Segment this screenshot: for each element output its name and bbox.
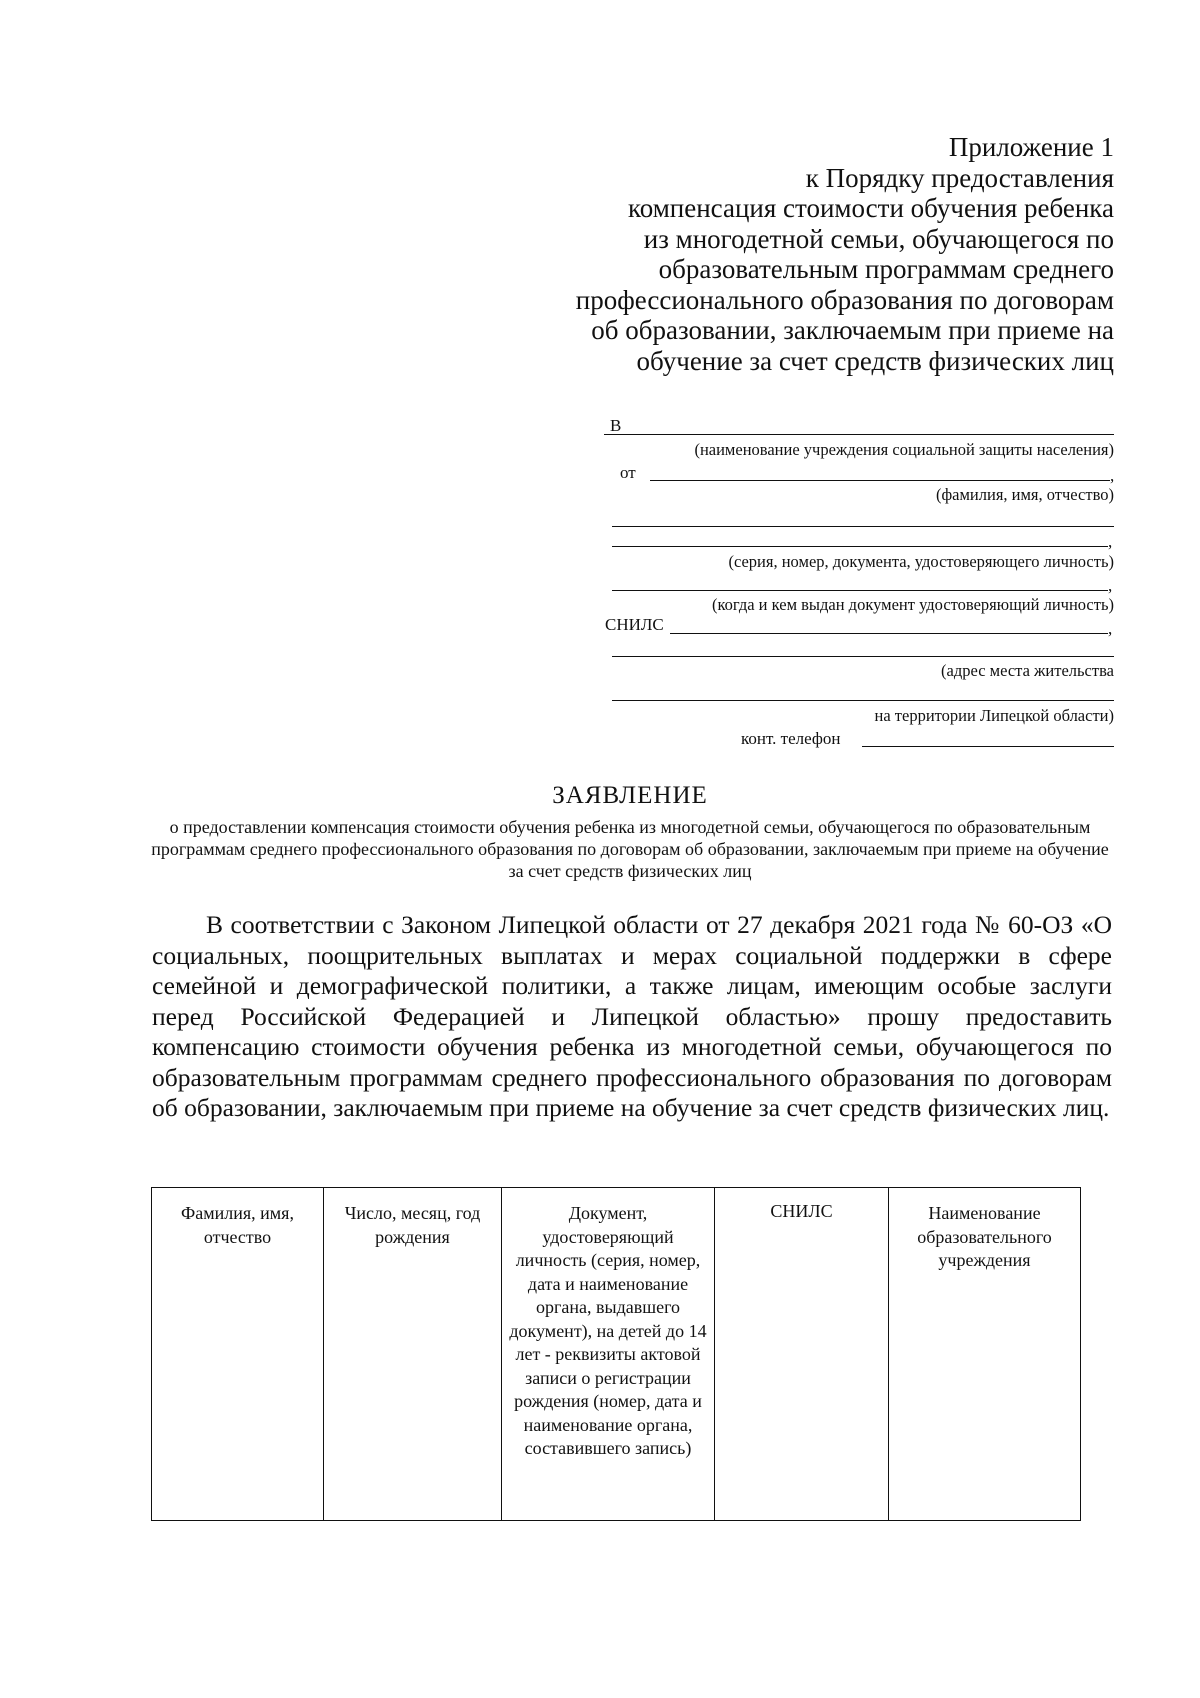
appendix-line: Приложение 1 [948,132,1114,162]
name-hint: (фамилия, имя, отчество) [935,485,1114,504]
phone-field-line[interactable] [862,746,1114,747]
column-header-id-document: Документ, удостоверяющий личность (серия, номер, дата и наименование органа, выдавшего документ), на детей до 14 лет - реквизиты актовой записи о регистрации рождения (номер, дата и наименование органа, составившего запись) [502,1188,715,1521]
table-row [152,1188,1081,1521]
snils-label: СНИЛС [605,615,664,634]
appendix-line: из многодетной семьи, обучающегося по [643,223,1114,254]
appendix-line: образовательным программам среднего [658,254,1114,284]
appendix-line: обучение за счет средств физических лиц [636,345,1114,376]
name-field-line-2[interactable] [612,526,1114,527]
territory-field-line[interactable] [612,700,1114,701]
appendix-header [576,132,1114,376]
column-header-snils: СНИЛС [715,1188,889,1521]
children-table [151,1187,1081,1521]
comma: , [1108,576,1113,595]
column-header-name: Фамилия, имя, отчество [152,1188,324,1521]
institution-hint: (наименование учреждения социальной защиты населения) [694,440,1114,459]
residence-hint: (адрес места жительства [941,661,1114,680]
id-doc-field-line[interactable] [612,546,1108,547]
territory-hint: на территории Липецкой области) [874,706,1114,725]
comma: , [1110,466,1115,485]
appendix-line: к Порядку предоставления [805,162,1114,193]
from-prefix: от [620,463,636,482]
appendix-line: профессионального образования по договорам [575,284,1114,315]
institution-field-line[interactable] [604,434,1114,435]
residence-field-line[interactable] [612,656,1114,657]
snils-field-line[interactable] [670,633,1108,634]
phone-label: конт. телефон [741,729,841,748]
comma: , [1108,619,1113,638]
to-prefix: В [610,416,622,435]
statement-subtitle: о предоставлении компенсация стоимости обучения ребенка из многодетной семьи, обучающегося по образовательным программам среднего профессионального образования по договорам об образовании, заключаемым при приеме на обучение за счет средств физических лиц [151,817,1109,881]
statement-body: В соответствии с Законом Липецкой области от 27 декабря 2021 года № 60-ОЗ «О социальных, поощрительных выплатах и мерах социальной поддержки в сфере семейной и демографической политики, а также лицам, имеющим особые заслуги перед Российской Федерацией и Липецкой областью» прошу предоставить компенсацию стоимости обучения ребенка из многодетной семьи, обучающегося по образовательным программам среднего профессионального образования по договорам об образовании, заключаемым при приеме на обучение за счет средств физических лиц. [152,910,1112,1122]
comma: , [1108,532,1113,551]
column-header-institution: Наименование образовательного учреждения [889,1188,1081,1521]
id-doc-hint: (серия, номер, документа, удостоверяющего личность) [728,552,1114,571]
name-field-line[interactable] [650,480,1110,481]
appendix-line: компенсация стоимости обучения ребенка [627,193,1114,223]
issued-hint: (когда и кем выдан документ удостоверяющий личность) [711,595,1114,614]
issued-field-line[interactable] [612,590,1108,591]
statement-title: ЗАЯВЛЕНИЕ [552,782,708,809]
column-header-birthdate: Число, месяц, год рождения [324,1188,502,1521]
appendix-line: об образовании, заключаемым при приеме на [591,315,1114,345]
